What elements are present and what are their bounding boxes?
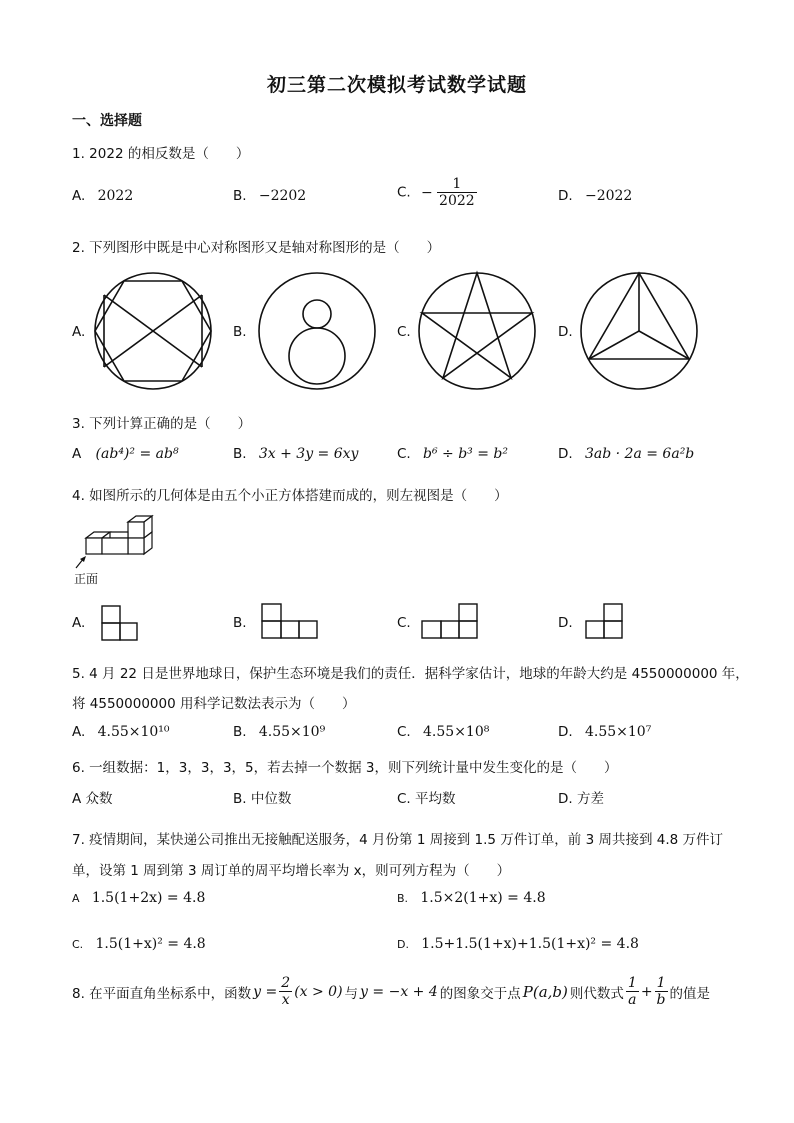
q8-text-3: 的图象交于点 xyxy=(439,985,521,1002)
q1-option-b[interactable] xyxy=(233,188,306,204)
q3-option-a[interactable] xyxy=(72,446,179,462)
q7-d-label: D. xyxy=(397,938,409,951)
q1-option-a[interactable] xyxy=(72,188,133,204)
q1-c-denominator: 2022 xyxy=(439,193,475,210)
q1-option-c[interactable] xyxy=(397,176,477,209)
q8-func1-condition: (x > 0) xyxy=(294,983,343,1000)
q5-line1: 5. 4 月 22 日是世界地球日，保护生态环境是我们的责任．据科学家估计，地球的年龄大约是 4550000000 年， xyxy=(72,666,749,682)
q3-c-label: C. xyxy=(397,446,411,462)
q2-b-label[interactable]: B. xyxy=(233,324,247,340)
q7-option-a[interactable] xyxy=(72,890,205,906)
q4-view-d xyxy=(584,602,626,640)
q8-func1-lhs: y = xyxy=(253,983,278,1000)
q6-option-b[interactable]: B. 中位数 xyxy=(233,791,292,807)
q4-stem: 4. 如图所示的几何体是由五个小正方体搭建而成的，则左视图是（ ） xyxy=(72,488,508,504)
q8-func1-denominator: x xyxy=(281,992,290,1009)
q8-text-5: 的值是 xyxy=(669,985,711,1002)
q8-plus: + xyxy=(640,983,653,1000)
q1-option-d[interactable] xyxy=(558,188,632,204)
q7-a-label: A xyxy=(72,892,80,905)
q3-d-label: D. xyxy=(558,446,573,462)
q7-line1: 7. 疫情期间，某快递公司推出无接触配送服务，4 月份第 1 周接到 1.5 万件订单，前 3 周共接到 4.8 万件订 xyxy=(72,832,723,848)
q2-figure-c xyxy=(416,270,538,392)
q7-line2: 单，设第 1 周到第 3 周订单的周平均增长率为 x，则可列方程为（ ） xyxy=(72,863,511,879)
q6-stem: 6. 一组数据：1，3，3，3，5，若去掉一个数据 3，则下列统计量中发生变化的是（ ） xyxy=(72,760,618,776)
q2-d-label[interactable]: D. xyxy=(558,324,573,340)
q2-figure-a xyxy=(92,270,214,392)
q3-option-d[interactable] xyxy=(558,446,694,462)
q2-figure-d xyxy=(578,270,700,392)
q1-a-value: 2022 xyxy=(97,188,134,204)
q3-option-b[interactable] xyxy=(233,446,358,462)
q1-c-label: C. xyxy=(397,184,411,201)
q7-option-b[interactable] xyxy=(397,890,546,906)
q2-stem: 2. 下列图形中既是中心对称图形又是轴对称图形的是（ ） xyxy=(72,240,441,256)
q1-a-label: A. xyxy=(72,188,86,204)
q8-text-4: 则代数式 xyxy=(569,985,624,1002)
q5-a-label: A. xyxy=(72,724,86,740)
q7-d-expr: 1.5+1.5(1+x)+1.5(1+x)² = 4.8 xyxy=(421,936,639,952)
q8-text-2: 与 xyxy=(344,985,359,1002)
q7-option-c[interactable] xyxy=(72,936,206,952)
q1-c-numerator: 1 xyxy=(437,176,477,193)
q8-func1-numerator: 2 xyxy=(281,975,291,991)
q1-d-label: D. xyxy=(558,188,573,204)
q4-view-c xyxy=(420,602,480,640)
q5-line2: 将 4550000000 用科学记数法表示为（ ） xyxy=(72,696,356,712)
q7-c-label: C. xyxy=(72,938,84,951)
q4-c-label[interactable]: C. xyxy=(397,615,411,631)
q2-figure-b xyxy=(256,270,378,392)
q5-c-label: C. xyxy=(397,724,411,740)
q7-b-expr: 1.5×2(1+x) = 4.8 xyxy=(420,890,546,906)
q3-b-label: B. xyxy=(233,446,247,462)
q7-b-label: B. xyxy=(397,892,409,905)
q8-func2: y = −x + 4 xyxy=(360,983,438,1000)
q1-b-value: −2202 xyxy=(258,188,307,204)
q7-a-expr: 1.5(1+2x) = 4.8 xyxy=(91,890,206,906)
q1-d-value: −2022 xyxy=(584,188,633,204)
q6-option-a[interactable]: A 众数 xyxy=(72,791,113,807)
q3-c-expr: b⁶ ÷ b³ = b² xyxy=(423,446,508,462)
q3-option-c[interactable] xyxy=(397,446,508,462)
q5-option-b[interactable] xyxy=(233,724,325,740)
q6-option-d[interactable]: D. 方差 xyxy=(558,791,604,807)
q3-d-expr: 3ab · 2a = 6a²b xyxy=(584,446,695,462)
q7-option-d[interactable] xyxy=(397,936,639,952)
q3-stem: 3. 下列计算正确的是（ ） xyxy=(72,416,252,432)
q8-frac2-denominator: b xyxy=(656,992,666,1009)
q5-b-label: B. xyxy=(233,724,247,740)
q5-d-label: D. xyxy=(558,724,573,740)
q1-b-label: B. xyxy=(233,188,247,204)
q2-a-label[interactable]: A. xyxy=(72,324,86,340)
q4-view-b xyxy=(260,602,320,640)
q5-option-a[interactable] xyxy=(72,724,170,740)
q5-b-value: 4.55×10⁹ xyxy=(258,724,326,740)
q3-a-expr: (ab⁴)² = ab⁸ xyxy=(95,446,179,462)
q1-c-sign: − xyxy=(421,184,433,201)
q5-option-d[interactable] xyxy=(558,724,651,740)
q4-arrow-icon xyxy=(74,556,88,570)
q5-c-value: 4.55×10⁸ xyxy=(423,724,490,740)
q7-c-expr: 1.5(1+x)² = 4.8 xyxy=(95,936,206,952)
q1-stem: 1. 2022 的相反数是（ ） xyxy=(72,146,250,162)
section-heading: 一、选择题 xyxy=(72,113,142,129)
q4-view-a xyxy=(100,604,140,640)
q6-option-c[interactable]: C. 平均数 xyxy=(397,791,456,807)
page-title: 初三第二次模拟考试数学试题 xyxy=(266,74,527,96)
q8-point: P(a,b) xyxy=(522,982,568,1001)
q8-frac1-denominator: a xyxy=(628,992,637,1009)
q8-text-1: 8. 在平面直角坐标系中，函数 xyxy=(72,985,252,1002)
q4-a-label[interactable]: A. xyxy=(72,615,86,631)
q8-frac1-numerator: 1 xyxy=(627,975,637,991)
q8-frac2-numerator: 1 xyxy=(655,975,668,992)
q3-b-expr: 3x + 3y = 6xy xyxy=(258,446,359,462)
q5-d-value: 4.55×10⁷ xyxy=(584,724,652,740)
q4-b-label[interactable]: B. xyxy=(233,615,247,631)
q8-stem xyxy=(72,975,710,1008)
q2-c-label[interactable]: C. xyxy=(397,324,411,340)
q4-front-label: 正面 xyxy=(74,572,99,586)
q5-a-value: 4.55×10¹⁰ xyxy=(97,724,170,740)
q5-option-c[interactable] xyxy=(397,724,489,740)
q4-solid-figure xyxy=(84,514,156,570)
q4-d-label[interactable]: D. xyxy=(558,615,573,631)
q3-a-label: A xyxy=(72,446,82,462)
